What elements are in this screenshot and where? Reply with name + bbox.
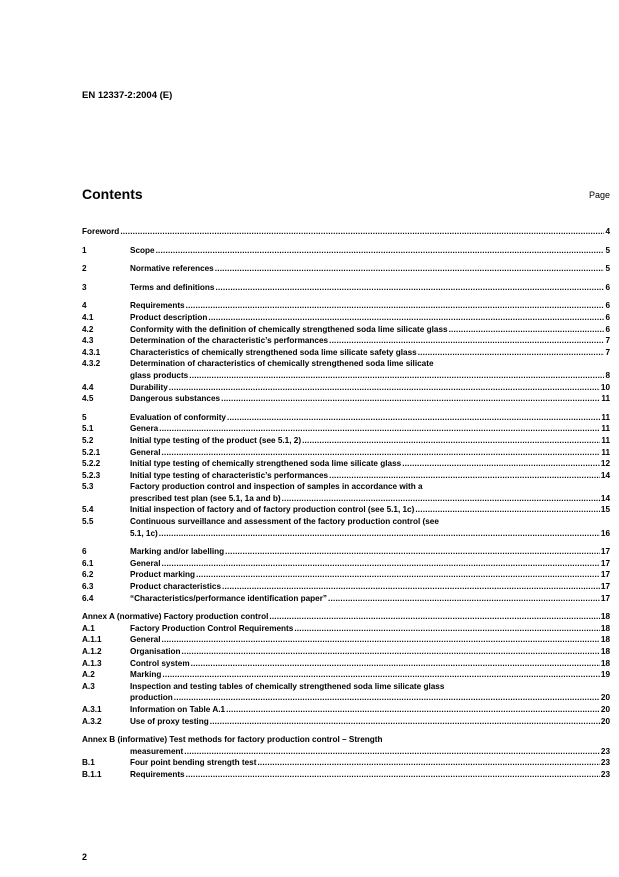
toc-entry-title: Continuous surveillance and assessment of the factory production control (see [130,517,439,527]
contents-heading: Contents [82,186,143,202]
toc-entry[interactable] [82,382,610,394]
toc-entry-number: A.3 [82,681,95,691]
toc-entry-number: 6 [82,547,87,557]
toc-entry[interactable] [82,358,610,370]
toc-entry-title: Initial type testing of chemically strengthened soda lime silicate glass [130,459,402,469]
toc-entry[interactable] [82,226,610,238]
toc-entry-title: General [130,447,161,457]
toc-entry-page: 14 [600,493,610,503]
toc-entry-number: Annex A (normative) Factory production control [82,612,269,622]
toc-entry-number: 4.4 [82,382,94,392]
toc-entry-number: A.2 [82,670,95,680]
toc-entry-title: Control system [130,658,190,668]
toc-entry[interactable] [82,412,610,424]
toc-entry-title: “Characteristics/performance identification paper” [130,593,328,603]
toc-entry-page: 20 [600,704,610,714]
toc-entry[interactable] [82,347,610,359]
toc-entry-number: 5.1 [82,424,94,434]
toc-entry-title: Information on Table A.1 [130,704,226,714]
toc-entry-page: 17 [600,570,610,580]
toc-entry-number: 5.4 [82,505,94,515]
toc-entry-title-continued: measurement [130,746,184,756]
toc-entry-title-continued: prescribed test plan (see 5.1, 1a and b) [130,493,281,503]
toc-entry-number: 3 [82,282,87,292]
dot-leader [191,658,600,670]
toc-entry-page: 18 [600,658,610,668]
toc-entry[interactable] [82,335,610,347]
dot-leader [169,382,600,394]
dot-leader [227,412,600,424]
toc-entry[interactable] [82,324,610,336]
dot-leader [156,245,605,257]
dot-leader [208,312,604,324]
toc-entry-continuation[interactable] [82,528,610,540]
dot-leader [402,458,600,470]
dot-leader [225,546,600,558]
dot-leader [294,623,600,635]
toc-entry-number: 4.3.1 [82,347,101,357]
toc-entry-page: 18 [600,647,610,656]
toc-entry-number: 4.3 [82,336,94,346]
toc-entry-page: 17 [600,558,610,568]
toc-entry[interactable] [82,716,610,728]
toc-entry-title: Four point bending strength test [130,758,257,768]
toc-entry-page: 17 [600,582,610,592]
toc-entry[interactable] [82,623,610,635]
toc-entry-number: A.3.2 [82,716,102,726]
toc-entry-title: Scope [130,245,155,255]
toc-entry-title: Requirements [130,769,185,779]
toc-entry-title: Conformity with the definition of chemically strengthened soda lime silicate glass [130,324,448,334]
toc-entry-page: 14 [600,470,610,480]
toc-entry-number: 4 [82,301,87,311]
toc-entry-title: Requirements [130,301,185,311]
toc-entry-number: 5.2.1 [82,447,101,457]
toc-entry[interactable] [82,393,610,405]
toc-entry[interactable] [82,704,610,716]
toc-entry-title: Marking and/or labelling [130,547,225,557]
toc-entry-page: 20 [600,693,610,703]
dot-leader [162,447,601,459]
toc-entry-title: Durability [130,382,168,392]
toc-entry-continuation[interactable] [82,370,610,382]
toc-entry-number: Foreword [82,227,120,236]
toc-entry[interactable] [82,516,610,528]
toc-entry-title-continued: 5.1, 1c) [130,528,158,538]
toc-entry-number: B.1.1 [82,769,102,779]
page-number: 2 [82,852,88,862]
dot-leader [418,347,605,359]
toc-entry-title: Genera [130,424,159,434]
toc-entry-title: Factory production control and inspection of samples in accordance with a [130,482,423,492]
toc-entry-title: Dangerous substances [130,394,221,404]
toc-entry-title: Product characteristics [130,582,222,592]
toc-group [82,412,610,540]
toc-entry[interactable] [82,481,610,493]
dot-leader [329,470,600,482]
dot-leader [120,226,604,238]
toc-entry-number: A.1.3 [82,658,102,668]
toc-entry-number: 6.4 [82,593,94,603]
dot-leader [174,692,600,704]
toc-entry-page: 12 [600,459,610,469]
toc-entry-number: 6.3 [82,582,94,592]
dot-leader [415,504,600,516]
toc-entry-title: Terms and definitions [130,282,215,292]
document-header: EN 12337-2:2004 (E) [82,90,173,101]
toc-entry[interactable] [82,300,610,312]
toc-entry-title: Use of proxy testing [130,716,209,726]
dot-leader [184,746,600,758]
dot-leader [302,435,600,447]
dot-leader [226,704,600,716]
dot-leader [162,634,600,646]
toc-entry[interactable] [82,681,610,693]
toc-entry-title: Initial type testing of characteristic’s performances [130,470,329,480]
toc-entry[interactable] [82,658,610,670]
toc-entry-number: A.1 [82,623,95,633]
toc-entry-number: B.1 [82,758,95,768]
toc-entry-title: Factory Production Control Requirements [130,623,294,633]
dot-leader [449,324,605,336]
toc-entry[interactable] [82,458,610,470]
toc-entry-page: 6 [605,301,610,311]
dot-leader [186,769,600,781]
dot-leader [196,569,600,581]
toc-entry-number: 4.1 [82,312,94,322]
toc-entry[interactable] [82,447,610,459]
toc-entry-number: 5.2 [82,435,94,445]
dot-leader [159,528,600,540]
toc-entry[interactable] [82,263,610,275]
toc-entry-title: Determination of characteristics of chemically strengthened soda lime silicate [130,359,434,369]
dot-leader [328,593,600,605]
toc-group [82,282,610,294]
toc-entry-page: 5 [605,264,610,274]
toc-entry-number: 4.2 [82,324,94,334]
toc-entry-page: 11 [601,394,610,404]
toc-entry[interactable] [82,611,610,623]
toc-entry-page: 20 [600,716,610,726]
dot-leader [215,263,605,275]
toc-group [82,263,610,275]
dot-leader [182,646,600,658]
toc-entry-number: Annex B (informative) Test methods for factory production control – Strength [82,735,383,745]
toc-entry-title: Initial inspection of factory and of factory production control (see 5.1, 1c) [130,505,415,515]
toc-entry-number: 1 [82,245,87,255]
dot-leader [282,493,600,505]
toc-entry-number: A.1.2 [82,647,102,656]
toc-entry-page: 18 [600,612,610,622]
toc-entry-continuation[interactable] [82,493,610,505]
toc-group [82,245,610,257]
dot-leader [189,370,604,382]
toc-entry-page: 4 [605,227,610,236]
toc-entry-number: 6.1 [82,558,94,568]
toc-entry[interactable] [82,646,610,658]
dot-leader [162,669,599,681]
dot-leader [210,716,600,728]
toc-entry[interactable] [82,569,610,581]
toc-entry-number: A.3.1 [82,704,102,714]
toc-entry[interactable] [82,245,610,257]
toc-entry-page: 23 [600,746,610,756]
toc-entry-page: 18 [600,635,610,645]
toc-entry-title-continued: production [130,693,173,703]
toc-entry-page: 11 [601,412,610,422]
dot-leader [222,581,600,593]
toc-entry-number: 5.5 [82,517,94,527]
toc-entry-page: 6 [605,312,610,322]
toc-entry[interactable] [82,769,610,781]
toc-entry-title: General [130,558,161,568]
toc-entry-page: 8 [605,370,610,380]
toc-entry-page: 6 [605,324,610,334]
toc-entry-title: Product marking [130,570,196,580]
toc-entry-page: 18 [600,623,610,633]
toc-entry-page: 7 [605,336,610,346]
toc-entry[interactable] [82,282,610,294]
toc-entry[interactable] [82,734,610,746]
toc-entry[interactable] [82,312,610,324]
toc-entry-page: 17 [600,593,610,603]
toc-entry-continuation[interactable] [82,692,610,704]
toc-entry-title: Initial type testing of the product (see 5.1, 2) [130,435,302,445]
toc-entry-number: 4.3.2 [82,359,101,369]
table-of-contents [82,226,610,788]
toc-entry[interactable] [82,423,610,435]
toc-entry-page: 23 [600,769,610,779]
dot-leader [215,282,604,294]
toc-entry-title: Normative references [130,264,214,274]
toc-entry-title: Characteristics of chemically strengthened soda lime silicate safety glass [130,347,417,357]
toc-entry[interactable] [82,435,610,447]
toc-entry-page: 17 [600,547,610,557]
toc-entry-number: 2 [82,264,87,274]
toc-entry-title: Marking [130,670,162,680]
toc-entry-page: 11 [601,424,610,434]
toc-entry-page: 11 [601,447,610,457]
toc-entry-page: 16 [600,528,610,538]
toc-entry[interactable] [82,558,610,570]
toc-group [82,611,610,727]
toc-entry-title: Organisation [130,647,181,656]
toc-entry-page: 11 [601,435,610,445]
toc-entry-number: 5.2.2 [82,459,101,469]
toc-group [82,546,610,604]
toc-entry[interactable] [82,546,610,558]
toc-entry-page: 10 [600,382,610,392]
toc-entry[interactable] [82,504,610,516]
toc-entry-number: 4.5 [82,394,94,404]
dot-leader [329,335,604,347]
dot-leader [186,300,605,312]
toc-entry[interactable] [82,581,610,593]
toc-entry[interactable] [82,593,610,605]
toc-group [82,300,610,404]
dot-leader [221,393,600,405]
toc-entry-page: 23 [600,758,610,768]
toc-group [82,734,610,780]
dot-leader [159,423,600,435]
dot-leader [269,611,600,623]
toc-entry-title: General [130,635,161,645]
toc-entry-number: A.1.1 [82,635,102,645]
toc-entry[interactable] [82,470,610,482]
toc-entry-continuation[interactable] [82,746,610,758]
toc-entry-title: Product description [130,312,208,322]
dot-leader [162,558,600,570]
toc-entry-page: 5 [605,245,610,255]
toc-group [82,226,610,238]
toc-entry-page: 19 [600,670,610,680]
dot-leader [257,757,599,769]
toc-entry-page: 7 [605,347,610,357]
toc-entry-title-continued: glass products [130,370,189,380]
page-column-label: Page [588,190,610,200]
toc-entry[interactable] [82,669,610,681]
toc-entry-number: 5 [82,412,87,422]
toc-entry-title: Determination of the characteristic’s performances [130,336,329,346]
toc-entry[interactable] [82,634,610,646]
toc-entry-title: Evaluation of conformity [130,412,226,422]
toc-entry-page: 6 [605,282,610,292]
toc-entry-title: Inspection and testing tables of chemically strengthened soda lime silicate glass [130,681,445,691]
toc-entry-page: 15 [600,505,610,515]
toc-entry-number: 5.3 [82,482,94,492]
toc-entry-number: 6.2 [82,570,94,580]
toc-entry-number: 5.2.3 [82,470,101,480]
toc-entry[interactable] [82,757,610,769]
